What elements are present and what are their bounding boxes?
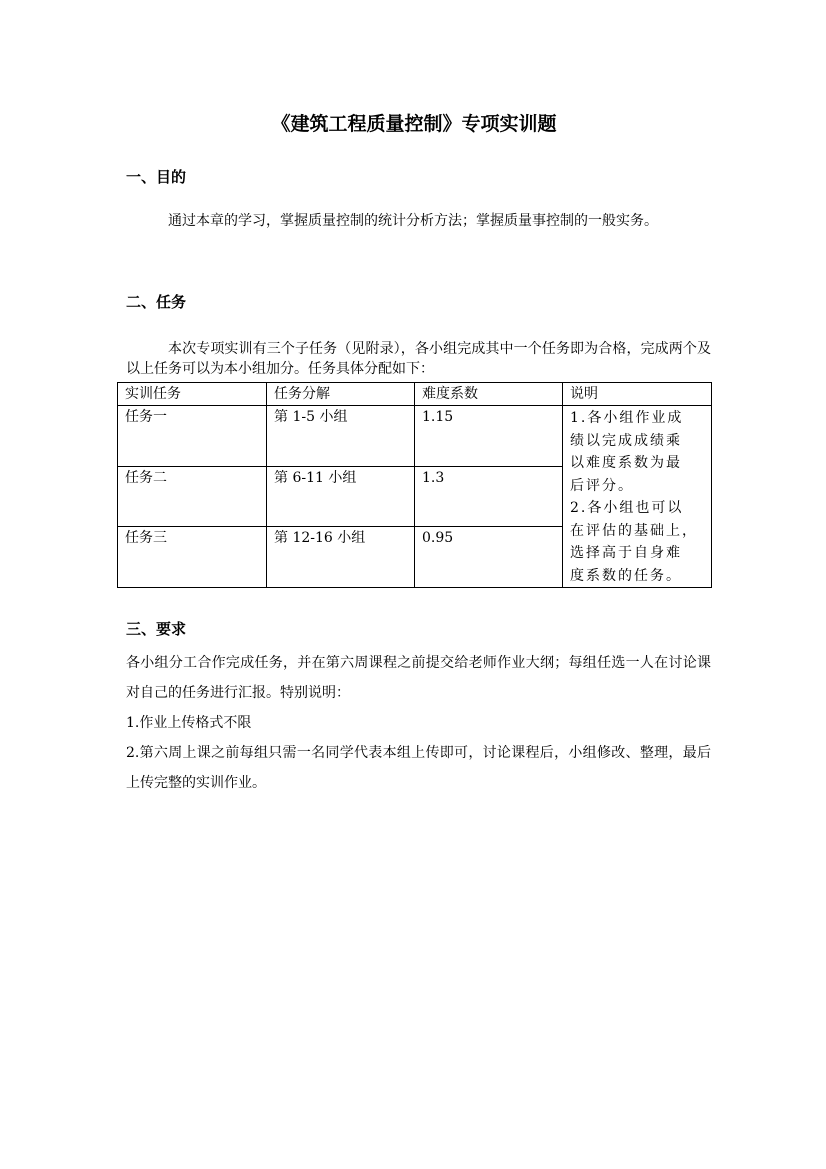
table-cell-task: 任务三 [118,527,267,588]
note-line: 度系数的任务。 [570,567,682,584]
table-cell-groups: 第 1-5 小组 [267,406,415,467]
table-header-cell: 实训任务 [118,383,267,406]
section-heading-tasks: 二、任务 [126,293,187,311]
note-line: 绩以完成成绩乘 [570,432,682,449]
note-line: 以难度系数为最 [570,455,682,471]
requirement-item: 2.第六周上课之前每组只需一名同学代表本组上传即可，讨论课程后，小组修改、整理，最后上传完整的实训作业。 [126,745,711,791]
table-row [118,406,712,467]
note-line: 选择高于自身难 [570,545,682,561]
note-line: 1.各小组作业成 [570,410,684,426]
table-cell-difficulty: 0.95 [415,527,563,588]
note-line: 2.各小组也可以 [570,500,684,516]
section-heading-requirements: 三、要求 [126,620,187,638]
section-text-purpose: 通过本章的学习，掌握质量控制的统计分析方法；掌握质量事控制的一般实务。 [168,213,658,229]
section-text-requirements: 各小组分工合作完成任务，并在第六周课程之前提交给老师作业大纲；每组任选一人在讨论课对自己的任务进行汇报。特别说明： [126,655,711,701]
table-cell-task: 任务一 [118,406,267,467]
table-header-cell: 难度系数 [415,383,563,406]
task-table [117,382,712,588]
table-cell-groups: 第 6-11 小组 [267,466,415,527]
section-heading-purpose: 一、目的 [126,168,187,186]
note-line: 后评分。 [570,477,634,494]
table-cell-task: 任务二 [118,466,267,527]
section-text-tasks: 本次专项实训有三个子任务（见附录），各小组完成其中一个任务即为合格，完成两个及以上任务可以为本小组加分。任务具体分配如下： [126,341,711,377]
table-header-cell: 任务分解 [267,383,415,406]
requirement-item: 1.作业上传格式不限 [126,715,252,731]
table-cell-difficulty: 1.15 [415,406,563,467]
note-line: 在评估的基础上， [570,522,698,539]
table-cell-note [563,406,712,588]
table-cell-groups: 第 12-16 小组 [267,527,415,588]
table-header-cell: 说明 [563,383,712,406]
table-cell-difficulty: 1.3 [415,466,563,527]
table-header-row [118,383,712,406]
document-title: 《建筑工程质量控制》专项实训题 [271,113,557,135]
